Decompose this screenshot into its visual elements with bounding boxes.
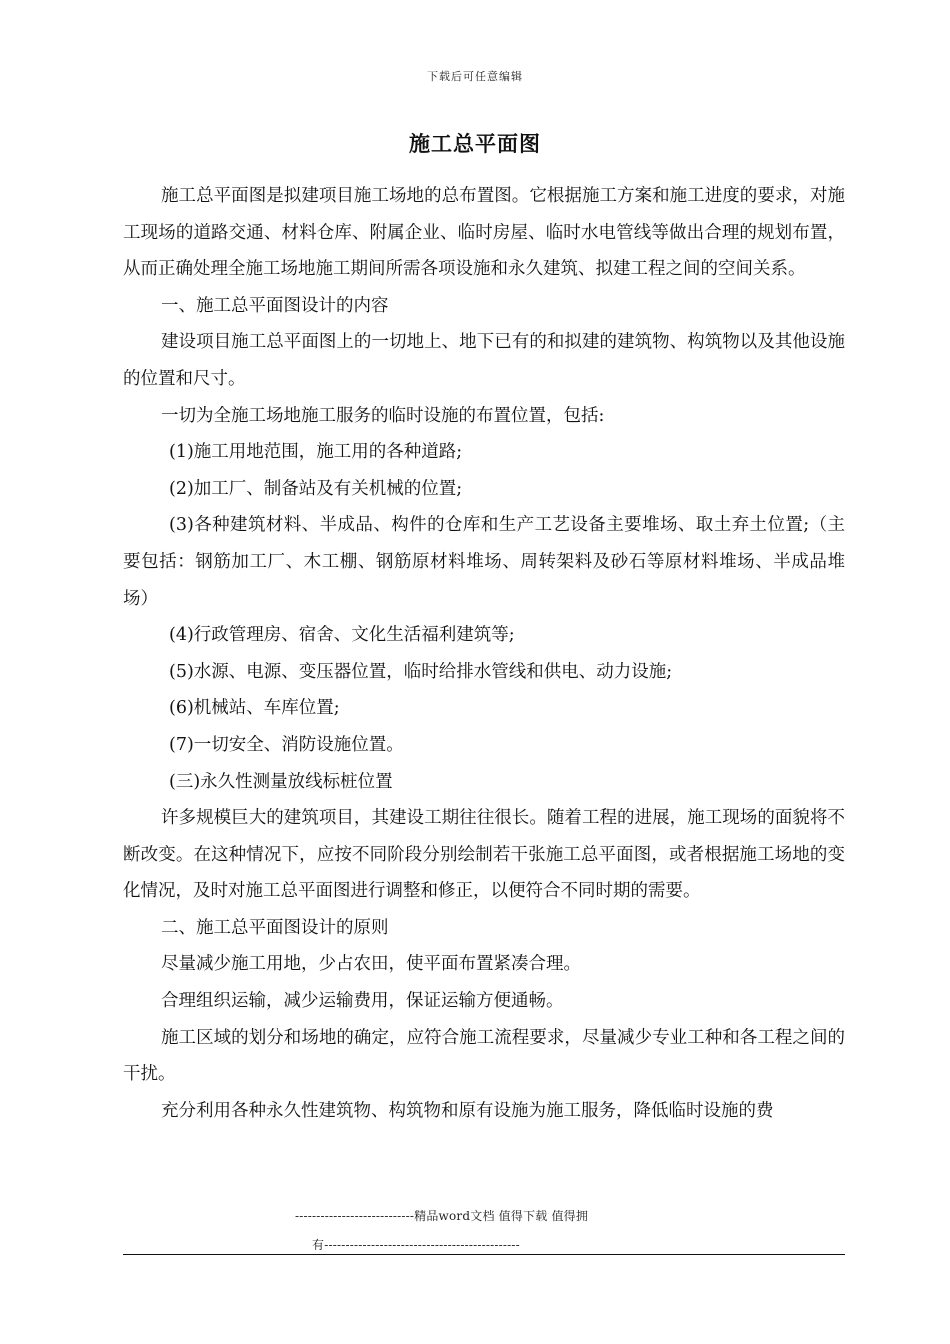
list-item: (7)一切安全、消防设施位置。 xyxy=(169,734,404,755)
list-item: (6)机械站、车库位置; xyxy=(169,698,340,719)
list-item: (2)加工厂、制备站及有关机械的位置; xyxy=(169,478,463,499)
footer-text-continued: 有---------------------------------------------- xyxy=(312,1238,520,1252)
list-item: (4)行政管理房、宿舍、文化生活福利建筑等; xyxy=(169,625,515,646)
list-item: (5)水源、电源、变压器位置，临时给排水管线和供电、动力设施; xyxy=(169,661,673,682)
paragraph: 一切为全施工场地施工服务的临时设施的布置位置，包括: xyxy=(161,405,605,426)
paragraph: 建设项目施工总平面图上的一切地上、地下已有的和拟建的建筑物、构筑物以及其他设施的位置和尺寸。 xyxy=(123,332,845,389)
paragraph: 充分利用各种永久性建筑物、构筑物和原有设施为施工服务，降低临时设施的费 xyxy=(161,1100,774,1121)
page-title: 施工总平面图 xyxy=(409,132,541,156)
document-body xyxy=(123,178,845,1129)
paragraph: 施工区域的划分和场地的确定，应符合施工流程要求，尽量减少专业工种和各工程之间的干扰。 xyxy=(123,1027,845,1085)
list-item: (3)各种建筑材料、半成品、构件的仓库和生产工艺设备主要堆场、取土弃土位置;（主要包括：钢筋加工厂、木工棚、钢筋原材料堆场、周转架料及砂石等原材料堆场、半成品堆场） xyxy=(123,515,845,609)
list-item: (三)永久性测量放线标桩位置 xyxy=(169,771,393,792)
section-heading: 二、施工总平面图设计的原则 xyxy=(161,917,389,938)
footer-text: ----------------------------精品word文档 值得下载 值得拥 xyxy=(295,1209,589,1223)
paragraph: 施工总平面图是拟建项目施工场地的总布置图。它根据施工方案和施工进度的要求，对施工现场的道路交通、材料仓库、附属企业、临时房屋、临时水电管线等做出合理的规划布置，从而正确处理全施工场地施工期间所需各项设施和永久建筑、拟建工程之间的空间关系。 xyxy=(123,186,845,280)
list-item: (1)施工用地范围，施工用的各种道路; xyxy=(169,442,463,463)
header-note: 下载后可任意编辑 xyxy=(427,70,523,83)
footer-divider xyxy=(123,1254,845,1255)
paragraph: 许多规模巨大的建筑项目，其建设工期往往很长。随着工程的进展，施工现场的面貌将不断改变。在这种情况下，应按不同阶段分别绘制若干张施工总平面图，或者根据施工场地的变化情况，及时对施工总平面图进行调整和修正，以便符合不同时期的需要。 xyxy=(123,808,845,902)
section-heading: 一、施工总平面图设计的内容 xyxy=(161,295,389,316)
paragraph: 合理组织运输，减少运输费用，保证运输方便通畅。 xyxy=(161,991,564,1012)
paragraph: 尽量减少施工用地，少占农田，使平面布置紧凑合理。 xyxy=(161,954,581,975)
